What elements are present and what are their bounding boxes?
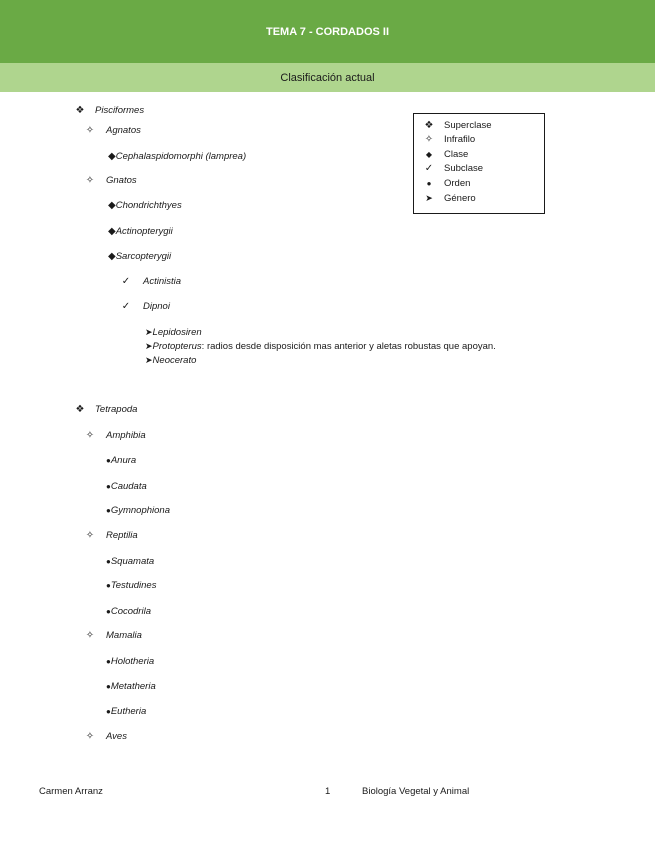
genero-icon: ➤ — [145, 327, 153, 337]
outline-item-tetrapoda: ❖ Tetrapoda — [73, 404, 137, 416]
outline-item-squamata: ●Squamata — [106, 556, 155, 567]
legend-row-infrafilo: ✧ Infrafilo — [422, 134, 475, 146]
clase-icon: ◆ — [108, 251, 116, 262]
clase-icon: ◆ — [108, 151, 116, 162]
outline-item-testudines: ●Testudines — [106, 580, 157, 591]
outline-item-eutheria: ●Eutheria — [106, 706, 147, 717]
outline-item-gnatos: ✧ Gnatos — [83, 175, 137, 187]
infrafilo-icon: ✧ — [85, 731, 95, 742]
protopterus-note: : radios desde disposición mas anterior y aletas robustas que apoyan. — [201, 341, 496, 352]
genero-icon: ➤ — [145, 341, 153, 351]
orden-icon: ● — [106, 482, 111, 491]
section-header — [0, 63, 655, 92]
outline-item-chondrichthyes: ◆Chondrichthyes — [108, 200, 182, 211]
four-diamond-icon: ❖ — [424, 120, 434, 131]
subclase-icon: ✓ — [121, 276, 131, 287]
legend-box — [413, 113, 545, 214]
orden-icon: ● — [106, 506, 111, 515]
legend-row-clase: ◆ Clase — [422, 149, 468, 161]
document-title: TEMA 7 - CORDADOS II — [265, 25, 390, 38]
outline-item-caudata: ●Caudata — [106, 481, 147, 492]
outline-item-actinopterygii: ◆Actinopterygii — [108, 226, 173, 237]
outline-item-neocerato: ➤Neocerato — [145, 355, 197, 366]
orden-icon: ● — [106, 607, 111, 616]
infrafilo-icon: ✧ — [85, 175, 95, 186]
arrow-icon: ➤ — [425, 193, 433, 203]
infrafilo-icon: ✧ — [85, 530, 95, 541]
superclase-icon: ❖ — [75, 105, 85, 116]
footer-page-number: 1 — [325, 786, 331, 797]
four-point-star-icon: ✧ — [424, 134, 434, 145]
infrafilo-icon: ✧ — [85, 430, 95, 441]
bullet-icon: ● — [426, 179, 432, 188]
outline-item-amphibia: ✧ Amphibia — [83, 430, 146, 442]
outline-item-metatheria: ●Metatheria — [106, 681, 156, 692]
orden-icon: ● — [106, 456, 111, 465]
checkmark-icon: ✓ — [424, 163, 434, 174]
outline-item-agnatos: ✧ Agnatos — [83, 125, 141, 137]
orden-icon: ● — [106, 581, 111, 590]
orden-icon: ● — [106, 657, 111, 666]
outline-item-dipnoi: ✓ Dipnoi — [121, 301, 170, 312]
outline-item-sarcopterygii: ◆Sarcopterygii — [108, 251, 172, 262]
footer-author: Carmen Arranz — [39, 786, 103, 797]
subclase-icon: ✓ — [121, 301, 131, 312]
outline-item-lepidosiren: ➤Lepidosiren — [145, 327, 202, 338]
section-title: Clasificación actual — [280, 71, 375, 84]
outline-item-mamalia: ✧ Mamalia — [83, 630, 142, 642]
outline-item-aves: ✧ Aves — [83, 731, 127, 743]
infrafilo-icon: ✧ — [85, 630, 95, 641]
superclase-icon: ❖ — [75, 404, 85, 415]
legend-row-superclase: ❖ Superclase — [422, 120, 492, 132]
outline-item-gymnophiona: ●Gymnophiona — [106, 505, 170, 516]
legend-row-orden: ● Orden — [422, 178, 470, 190]
genero-icon: ➤ — [145, 355, 153, 365]
clase-icon: ◆ — [108, 226, 116, 237]
footer-course: Biología Vegetal y Animal — [362, 786, 470, 797]
clase-icon: ◆ — [108, 200, 116, 211]
outline-item-reptilia: ✧ Reptilia — [83, 530, 138, 542]
outline-item-cocodrila: ●Cocodrila — [106, 606, 151, 617]
outline-item-cephalaspidomorphi: ◆Cephalaspidomorphi (lamprea) — [108, 151, 247, 162]
outline-item-actinistia: ✓ Actinistia — [121, 276, 182, 287]
legend-row-genero: ➤ Género — [422, 192, 476, 205]
orden-icon: ● — [106, 557, 111, 566]
diamond-icon: ◆ — [425, 150, 433, 159]
orden-icon: ● — [106, 682, 111, 691]
legend-row-subclase: ✓ Subclase — [422, 163, 483, 175]
infrafilo-icon: ✧ — [85, 125, 95, 136]
outline-item-holotheria: ●Holotheria — [106, 656, 155, 667]
outline-item-pisciformes: ❖ Pisciformes — [73, 105, 144, 117]
orden-icon: ● — [106, 707, 111, 716]
outline-item-protopterus: ➤Protopterus: radios desde disposición mas anterior y aletas robustas que apoyan. — [145, 341, 496, 352]
page-header — [0, 0, 655, 63]
outline-item-anura: ●Anura — [106, 455, 137, 466]
